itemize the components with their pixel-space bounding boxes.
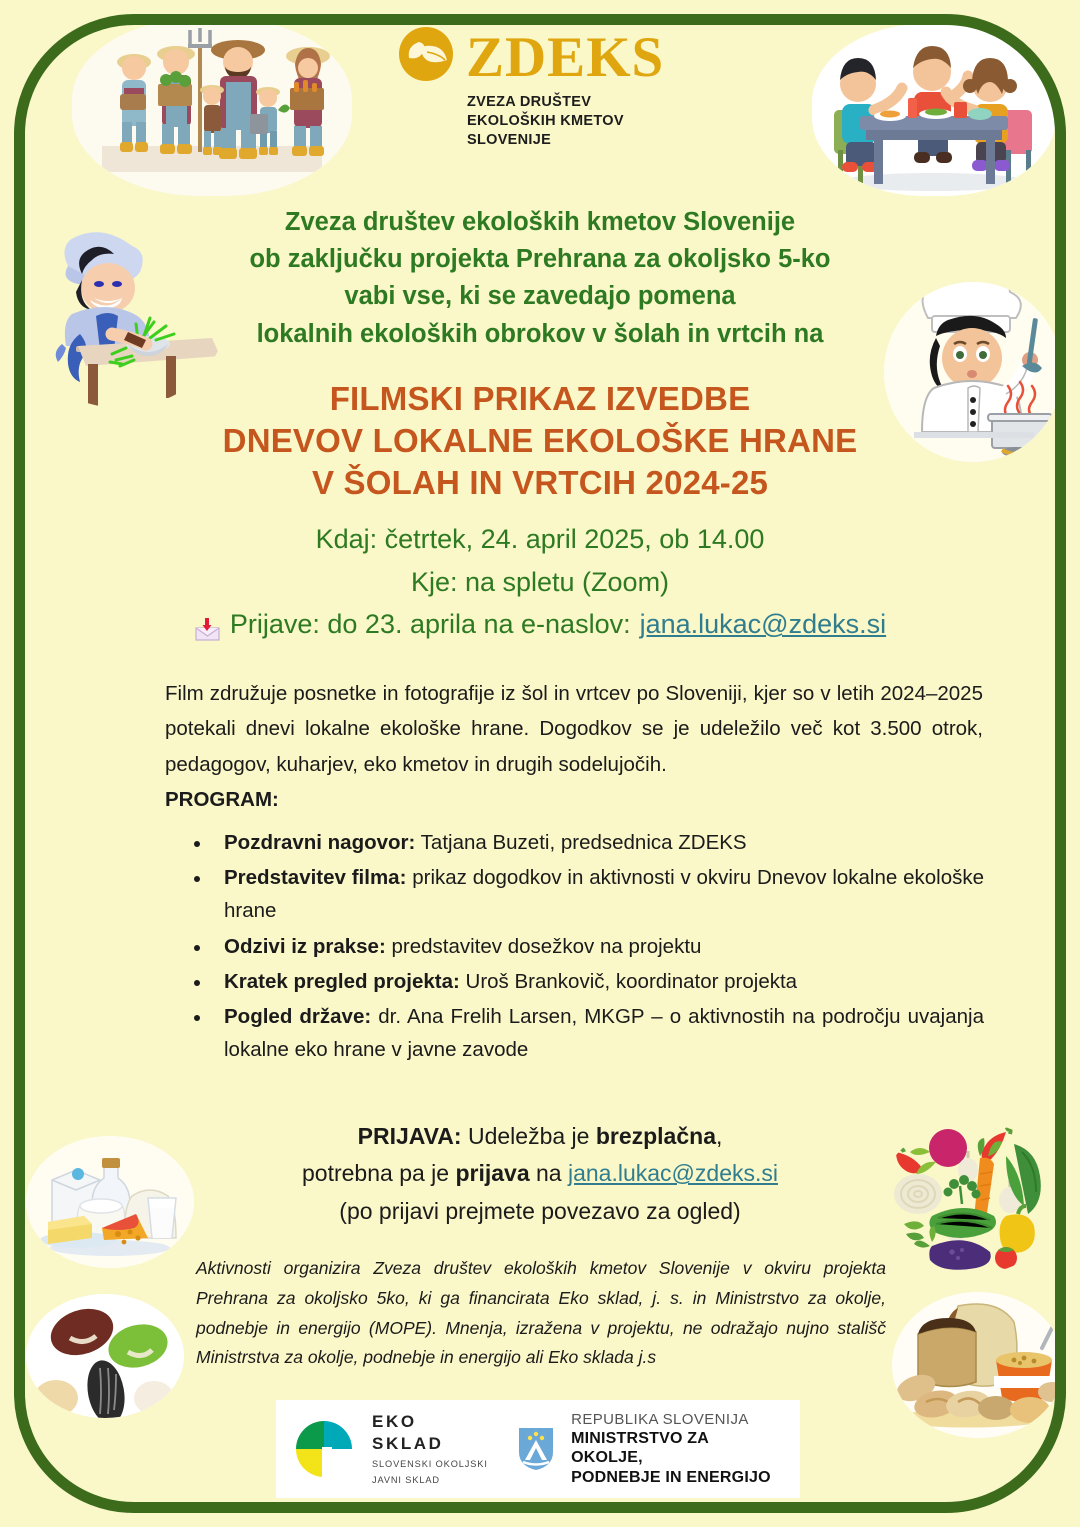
program-item-4 [212, 965, 984, 998]
intro-line-1: Zveza društev ekoloških kmetov Slovenije [284, 208, 796, 236]
logo-row [395, 26, 664, 88]
intro-line-2: ob zaključku projekta Prehrana za okoljsko 5-ko [249, 245, 831, 274]
logo-wordmark: ZDEKS [466, 25, 665, 89]
poster-title [140, 378, 940, 505]
program-heading: PROGRAM: [165, 788, 279, 811]
program-item-5 [212, 1000, 984, 1066]
ministry-country: REPUBLIKA SLOVENIJA [571, 1410, 749, 1428]
zdeks-logo [395, 26, 685, 176]
registration-email-link-secondary[interactable]: jana.lukac@zdeks.si [567, 1160, 778, 1187]
inbox-tray-icon [194, 612, 221, 637]
registration-line-3: (po prijavi prejmete povezavo za ogled) [339, 1197, 741, 1224]
vegetables-illustration [880, 1122, 1064, 1274]
registration-line-2-prefix: potrebna pa je [302, 1160, 456, 1187]
registration-line-2-mid: na [529, 1160, 568, 1187]
program-item-3 [212, 930, 984, 963]
program-item-3-text: predstavitev dosežkov na projektu [385, 934, 702, 958]
title-line-1: FILMSKI PRIKAZ IZVEDBE [329, 380, 751, 417]
registration-line-2 [200, 1155, 880, 1192]
eko-sklad-text [372, 1411, 495, 1487]
description-paragraph: Film združuje posnetke in fotografije iz šol in vrtcev po Sloveniji, kjer so v letih 2024–2025 potekali dnevi lokalne ekološke hrane. Dogodkov se je udeležilo več kot 3.500 otrok, pedagogov, kuharjev, eko kmetov in drugih sodelujočih. [165, 682, 983, 776]
intro-text [140, 204, 940, 353]
eko-sklad-sub-1: SLOVENSKI OKOLJSKI [372, 1458, 488, 1469]
eko-sklad-quadrant-icon [292, 1417, 356, 1481]
footer-logos [276, 1400, 800, 1498]
event-when: Kdaj: četrtek, 24. april 2025, ob 14.00 [315, 524, 765, 554]
intro-line-4: lokalnih ekoloških obrokov v šolah in vrtcih na [256, 319, 824, 348]
program-item-2 [212, 861, 984, 927]
program-item-1 [212, 826, 984, 859]
logo-subtitle-line-3: SLOVENIJE [467, 131, 552, 148]
registration-line-1-tail: , [715, 1123, 723, 1149]
registration-row [110, 603, 970, 646]
eko-sklad-title: EKO SKLAD [372, 1412, 444, 1453]
beans-and-seeds-illustration [26, 1294, 184, 1418]
intro-line-3: vabi vse, ki se zavedajo pomena [344, 282, 736, 311]
program-item-2-label: Predstavitev filma: [224, 866, 407, 890]
program-item-5-label: Pogled države: [224, 1005, 372, 1029]
title-line-3: V ŠOLAH IN VRTCIH 2024-25 [311, 464, 769, 502]
farmer-family-illustration [72, 18, 352, 196]
ministry-text [571, 1411, 784, 1488]
registration-prijava-word: prijava [455, 1160, 530, 1187]
ministry-name-2: PODNEBJE IN ENERGIJO [571, 1468, 771, 1486]
program-item-2-text: prikaz dogodkov in aktivnosti v okviru Dnevov lokalne ekološke hrane [224, 866, 984, 923]
registration-block [200, 1118, 880, 1230]
registration-free-word: brezplačna [595, 1123, 716, 1149]
program-list [172, 826, 984, 1068]
children-eating-illustration [812, 24, 1056, 196]
bread-and-grains-illustration [892, 1292, 1064, 1438]
program-item-4-text: Uroš Brankovič, koordinator projekta [459, 969, 798, 993]
program-item-5-text: dr. Ana Frelih Larsen, MKGP – o aktivnostih na področju uvajanja lokalne eko hrane v javne zavode [224, 1005, 984, 1062]
leaf-circle-icon [395, 26, 457, 88]
registration-line-1-text: Udeležba je [461, 1123, 596, 1149]
logo-subtitle-line-1: ZVEZA DRUŠTEV [467, 94, 592, 110]
slovenia-coat-of-arms-icon [517, 1426, 555, 1472]
title-line-2: DNEVOV LOKALNE EKOLOŠKE HRANE [222, 422, 858, 460]
registration-label: PRIJAVA: [357, 1123, 462, 1149]
ministry-name-1: MINISTRSTVO ZA OKOLJE, [571, 1429, 709, 1467]
registration-prefix: Prijave: do 23. aprila na e-naslov: [229, 609, 631, 640]
event-details [110, 518, 970, 646]
disclaimer-text: Aktivnosti organizira Zveza društev ekoloških kmetov Slovenije v okviru projekta Prehrana za okoljsko 5ko, ki ga financirata Eko sklad, j. s. in Ministrstvo za okolje, podnebje in energijo (MOPE). Mnenja, izražena v projektu, ne odražajo nujno stališč Ministrstva za okolje, podnebje in energijo ali Eko sklada j.s [196, 1258, 886, 1368]
eko-sklad-sub-2: JAVNI SKLAD [372, 1475, 440, 1486]
dairy-products-illustration [26, 1136, 194, 1268]
program-item-4-label: Kratek pregled projekta: [224, 969, 460, 993]
program-item-1-text: Tatjana Buzeti, predsednica ZDEKS [415, 831, 747, 854]
program-item-1-label: Pozdravni nagovor: [224, 831, 416, 854]
registration-line-1 [200, 1118, 880, 1155]
registration-email-link[interactable]: jana.lukac@zdeks.si [639, 609, 887, 640]
logo-subtitle [467, 93, 624, 150]
event-where: Kje: na spletu (Zoom) [410, 566, 670, 597]
program-item-3-label: Odzivi iz prakse: [224, 934, 386, 958]
logo-subtitle-line-2: EKOLOŠKIH KMETOV [467, 112, 624, 129]
